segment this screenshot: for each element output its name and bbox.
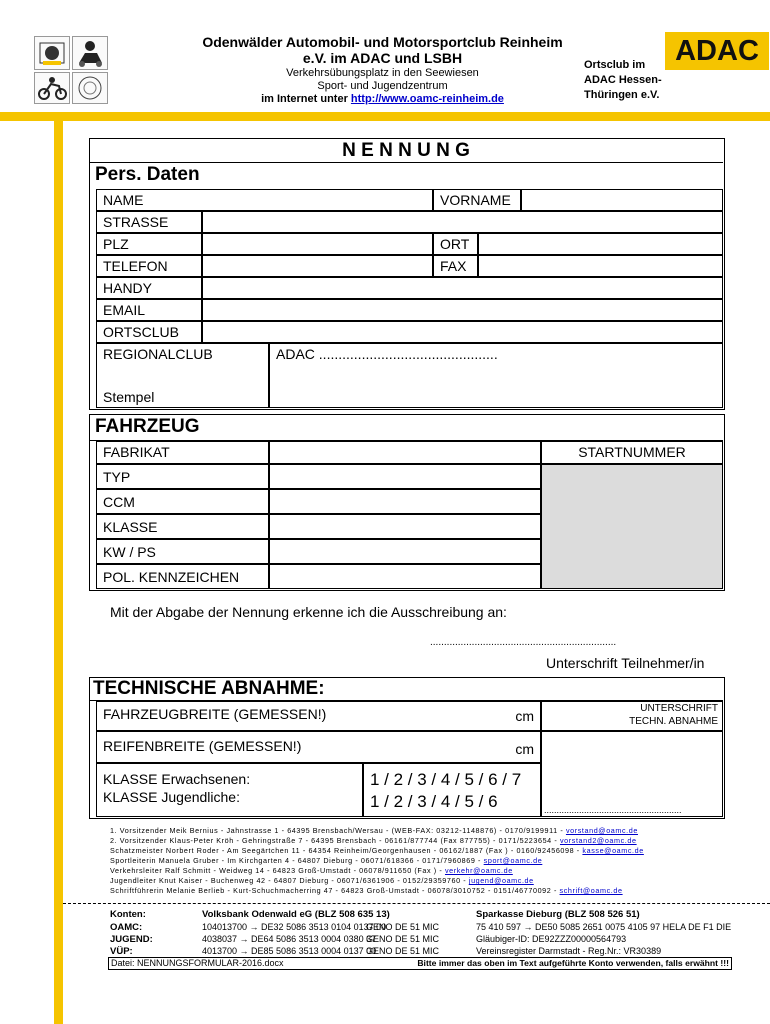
tech-sig-line-2: TECHN. ABNAHME [629,716,718,727]
sparkasse-name: Sparkasse Dieburg (BLZ 508 526 51) [476,909,640,920]
plz-label: PLZ [103,236,129,252]
board-row-text: Jugendleiter Knut Kaiser - Buchenweg 42 - 64807 Dieburg - 06071/6361906 - 0152/29359760 - [110,876,469,885]
bank-divider [63,903,770,904]
board-list [110,826,734,896]
board-row-text: Verkehrsleiter Ralf Schmitt - Weidweg 14 - 64823 Groß-Umstadt - 06078/911650 (Fax ) - [110,866,445,875]
jugend-bic: GENO DE 51 MIC [366,934,440,944]
ort-field[interactable] [478,233,723,255]
tech-signature-dots: ....................................................... [544,805,682,815]
email-field[interactable] [202,299,723,321]
header-internet [130,93,635,105]
fahrzeugbreite-label: FAHRZEUGBREITE (GEMESSEN!) [103,706,327,722]
vorname-field[interactable] [521,189,723,211]
form-title: N E N N U N G [342,140,470,161]
fabrikat-label-cell [96,441,269,464]
reifenbreite-label: REIFENBREITE (GEMESSEN!) [103,738,302,754]
ortsclub-field[interactable] [202,321,723,343]
volksbank-name: Volksbank Odenwald eG (BLZ 508 635 13) [202,909,390,920]
title-divider [89,162,723,163]
regionalclub-field[interactable] [269,343,723,408]
vereinsregister: Vereinsregister Darmstadt - Reg.Nr.: VR30389 [476,946,662,956]
klasse-options-cell[interactable] [363,763,541,817]
signature-label: Unterschrift Teilnehmer/in [546,655,705,671]
club-logo-kart [72,36,108,70]
cm-unit-1: cm [515,708,534,724]
fabrikat-field[interactable] [269,441,541,464]
ortsclub-line-1: Ortsclub im [584,59,646,71]
kwps-label-cell [96,539,269,564]
email-label: EMAIL [103,302,146,318]
board-email-link[interactable]: kasse@oamc.de [582,846,644,855]
ccm-label-cell [96,489,269,514]
kennzeichen-field[interactable] [269,564,541,589]
board-email-link[interactable]: vorstand@oamc.de [565,826,638,835]
kwps-label: KW / PS [103,544,156,560]
klasse-jugendliche-label: KLASSE Jugendliche: [103,789,240,805]
telefon-field[interactable] [202,255,433,277]
kennzeichen-label-cell [96,564,269,589]
fahrzeugbreite-field[interactable] [96,701,541,731]
header-line-3: Verkehrsübungsplatz in den Seewiesen [286,67,479,79]
fax-label: FAX [440,258,467,274]
typ-label-cell [96,464,269,489]
sparkasse-account: 75 410 597 → DE50 5085 2651 0075 4105 97 HELA DE F1 DIE [476,922,732,932]
board-email-link[interactable]: jugend@oamc.de [468,876,534,885]
ortsclub-line-2: ADAC Hessen- [584,74,662,86]
telefon-label: TELEFON [103,258,168,274]
strasse-label-cell [96,211,202,233]
typ-field[interactable] [269,464,541,489]
board-row [110,836,734,846]
fax-field[interactable] [478,255,723,277]
vorname-label: VORNAME [440,192,511,208]
handy-label-cell [96,277,202,299]
vup-bic: GENO DE 51 MIC [366,946,440,956]
tech-signature-field[interactable] [541,731,723,817]
plz-field[interactable] [202,233,433,255]
account-hint: Bitte immer das oben im Text aufgeführte Konto verwenden, falls erwähnt !!! [417,958,729,968]
ortsclub-label: ORTSCLUB [103,324,179,340]
telefon-label-cell [96,255,202,277]
club-logo-motorbike [34,72,70,104]
ortsclub-line-3: Thüringen e.V. [584,89,660,101]
klasse-label: KLASSE [103,519,158,535]
board-row [110,866,734,876]
board-row [110,846,734,856]
signature-dots[interactable]: ................................................................... [430,637,617,648]
klasse-erwachsene-label: KLASSE Erwachsenen: [103,771,251,787]
header-line-4: Sport- und Jugendzentrum [317,80,448,92]
klasse-jugendliche-options[interactable]: 1 / 2 / 3 / 4 / 5 / 6 [370,792,498,811]
board-row [110,826,734,836]
ort-label-cell [433,233,478,255]
kwps-field[interactable] [269,539,541,564]
startnummer-field [541,464,723,589]
board-row-text: Schatzmeister Norbert Roder - Am Seegärtchen 11 - 64354 Reinheim/Georgenhausen - 06162/1887 (Fax ) - 0160/92456098 - [110,846,583,855]
name-label: NAME [103,192,144,208]
regionalclub-label: REGIONALCLUB [103,346,213,362]
klasse-field[interactable] [269,514,541,539]
board-row-text: Schriftführerin Melanie Berlieb - Kurt-Schuchmacherring 47 - 64823 Groß-Umstadt - 06078/3010752 - 0151/46770092 - [110,886,560,895]
vup-account: 4013700 → DE85 5086 3513 0004 0137 00 [202,946,377,956]
ort-label: ORT [440,236,470,252]
glaeubiger-id: Gläubiger-ID: DE92ZZZ00000564793 [476,934,627,944]
ccm-field[interactable] [269,489,541,514]
startnummer-label-cell [541,441,723,464]
regionalclub-stempel-cell [96,343,269,408]
board-row [110,886,734,896]
vup-label: VÜP: [110,946,133,957]
strasse-field[interactable] [202,211,723,233]
ortsclub-text [584,58,662,103]
reifenbreite-field[interactable] [96,731,541,763]
board-row-text: 2. Vorsitzender Klaus-Peter Kröh - Gehringstraße 7 - 64395 Brensbach - 06161/877744 (Fax 877755) - 0171/5223654 - [110,836,560,845]
ortsclub-label-cell [96,321,202,343]
club-name: Odenwälder Automobil- und Motorsportclub Reinheim [202,34,563,50]
startnummer-label: STARTNUMMER [578,444,686,460]
plz-label-cell [96,233,202,255]
konten-label: Konten: [110,909,146,920]
typ-label: TYP [103,469,131,485]
fahrzeug-heading: FAHRZEUG [95,416,200,437]
club-logo-helmet [34,36,70,70]
club-affiliation: e.V. im ADAC und LSBH [302,50,463,66]
file-info-bar [108,957,732,970]
header-yellow-bar [0,112,770,121]
file-name: Datei: NENNUNGSFORMULAR-2016.docx [111,958,284,968]
vorname-label-cell [433,189,521,211]
left-yellow-bar [54,112,63,1024]
board-email-link[interactable]: sport@oamc.de [483,856,543,865]
board-row [110,876,734,886]
jugend-account: 4038037 → DE64 5086 3513 0004 0380 37 [202,934,377,944]
name-field[interactable] [96,189,433,211]
board-email-link[interactable]: vorstand2@oamc.de [559,836,637,845]
board-email-link[interactable]: verkehr@oamc.de [444,866,513,875]
email-label-cell [96,299,202,321]
kennzeichen-label: POL. KENNZEICHEN [103,569,240,585]
adac-logo: ADAC [665,32,769,70]
klasse-label-cell [96,514,269,539]
board-row-text: 1. Vorsitzender Meik Bernius - Jahnstrasse 1 - 64395 Brensbach/Wersau - (WEB-FAX: 03212-1148876) - 0170/9199911 - [110,826,566,835]
ccm-label: CCM [103,494,135,510]
board-row [110,856,734,866]
cm-unit-2: cm [515,741,534,757]
tech-sig-line-1: UNTERSCHRIFT [640,703,718,714]
tech-heading: TECHNISCHE ABNAHME: [93,678,325,699]
internet-prefix: im Internet unter [261,93,351,105]
oamc-label: OAMC: [110,922,143,933]
tech-signature-label-cell [541,701,723,731]
fax-label-cell [433,255,478,277]
oamc-bic: GENO DE 51 MIC [366,922,440,932]
board-row-text: Sportleiterin Manuela Gruber - Im Kirchgarten 4 - 64807 Dieburg - 06071/618366 - 0171/7960869 - [110,856,484,865]
adac-regional-line: ADAC .............................................. [276,346,498,362]
website-link[interactable]: http://www.oamc-reinheim.de [350,93,504,105]
handy-field[interactable] [202,277,723,299]
board-email-link[interactable]: schrift@oamc.de [559,886,623,895]
agreement-text: Mit der Abgabe der Nennung erkenne ich die Ausschreibung an: [110,604,507,620]
klasse-labels-cell [96,763,363,817]
club-logo-seal [72,72,108,104]
fabrikat-label: FABRIKAT [103,444,170,460]
oamc-account: 104013700 → DE32 5086 3513 0104 0137 00 [202,922,387,932]
pers-daten-heading: Pers. Daten [95,164,200,185]
klasse-erwachsene-options[interactable]: 1 / 2 / 3 / 4 / 5 / 6 / 7 [370,770,522,789]
stempel-label: Stempel [103,389,155,405]
strasse-label: STRASSE [103,214,169,230]
jugend-label: JUGEND: [110,934,153,945]
handy-label: HANDY [103,280,153,296]
